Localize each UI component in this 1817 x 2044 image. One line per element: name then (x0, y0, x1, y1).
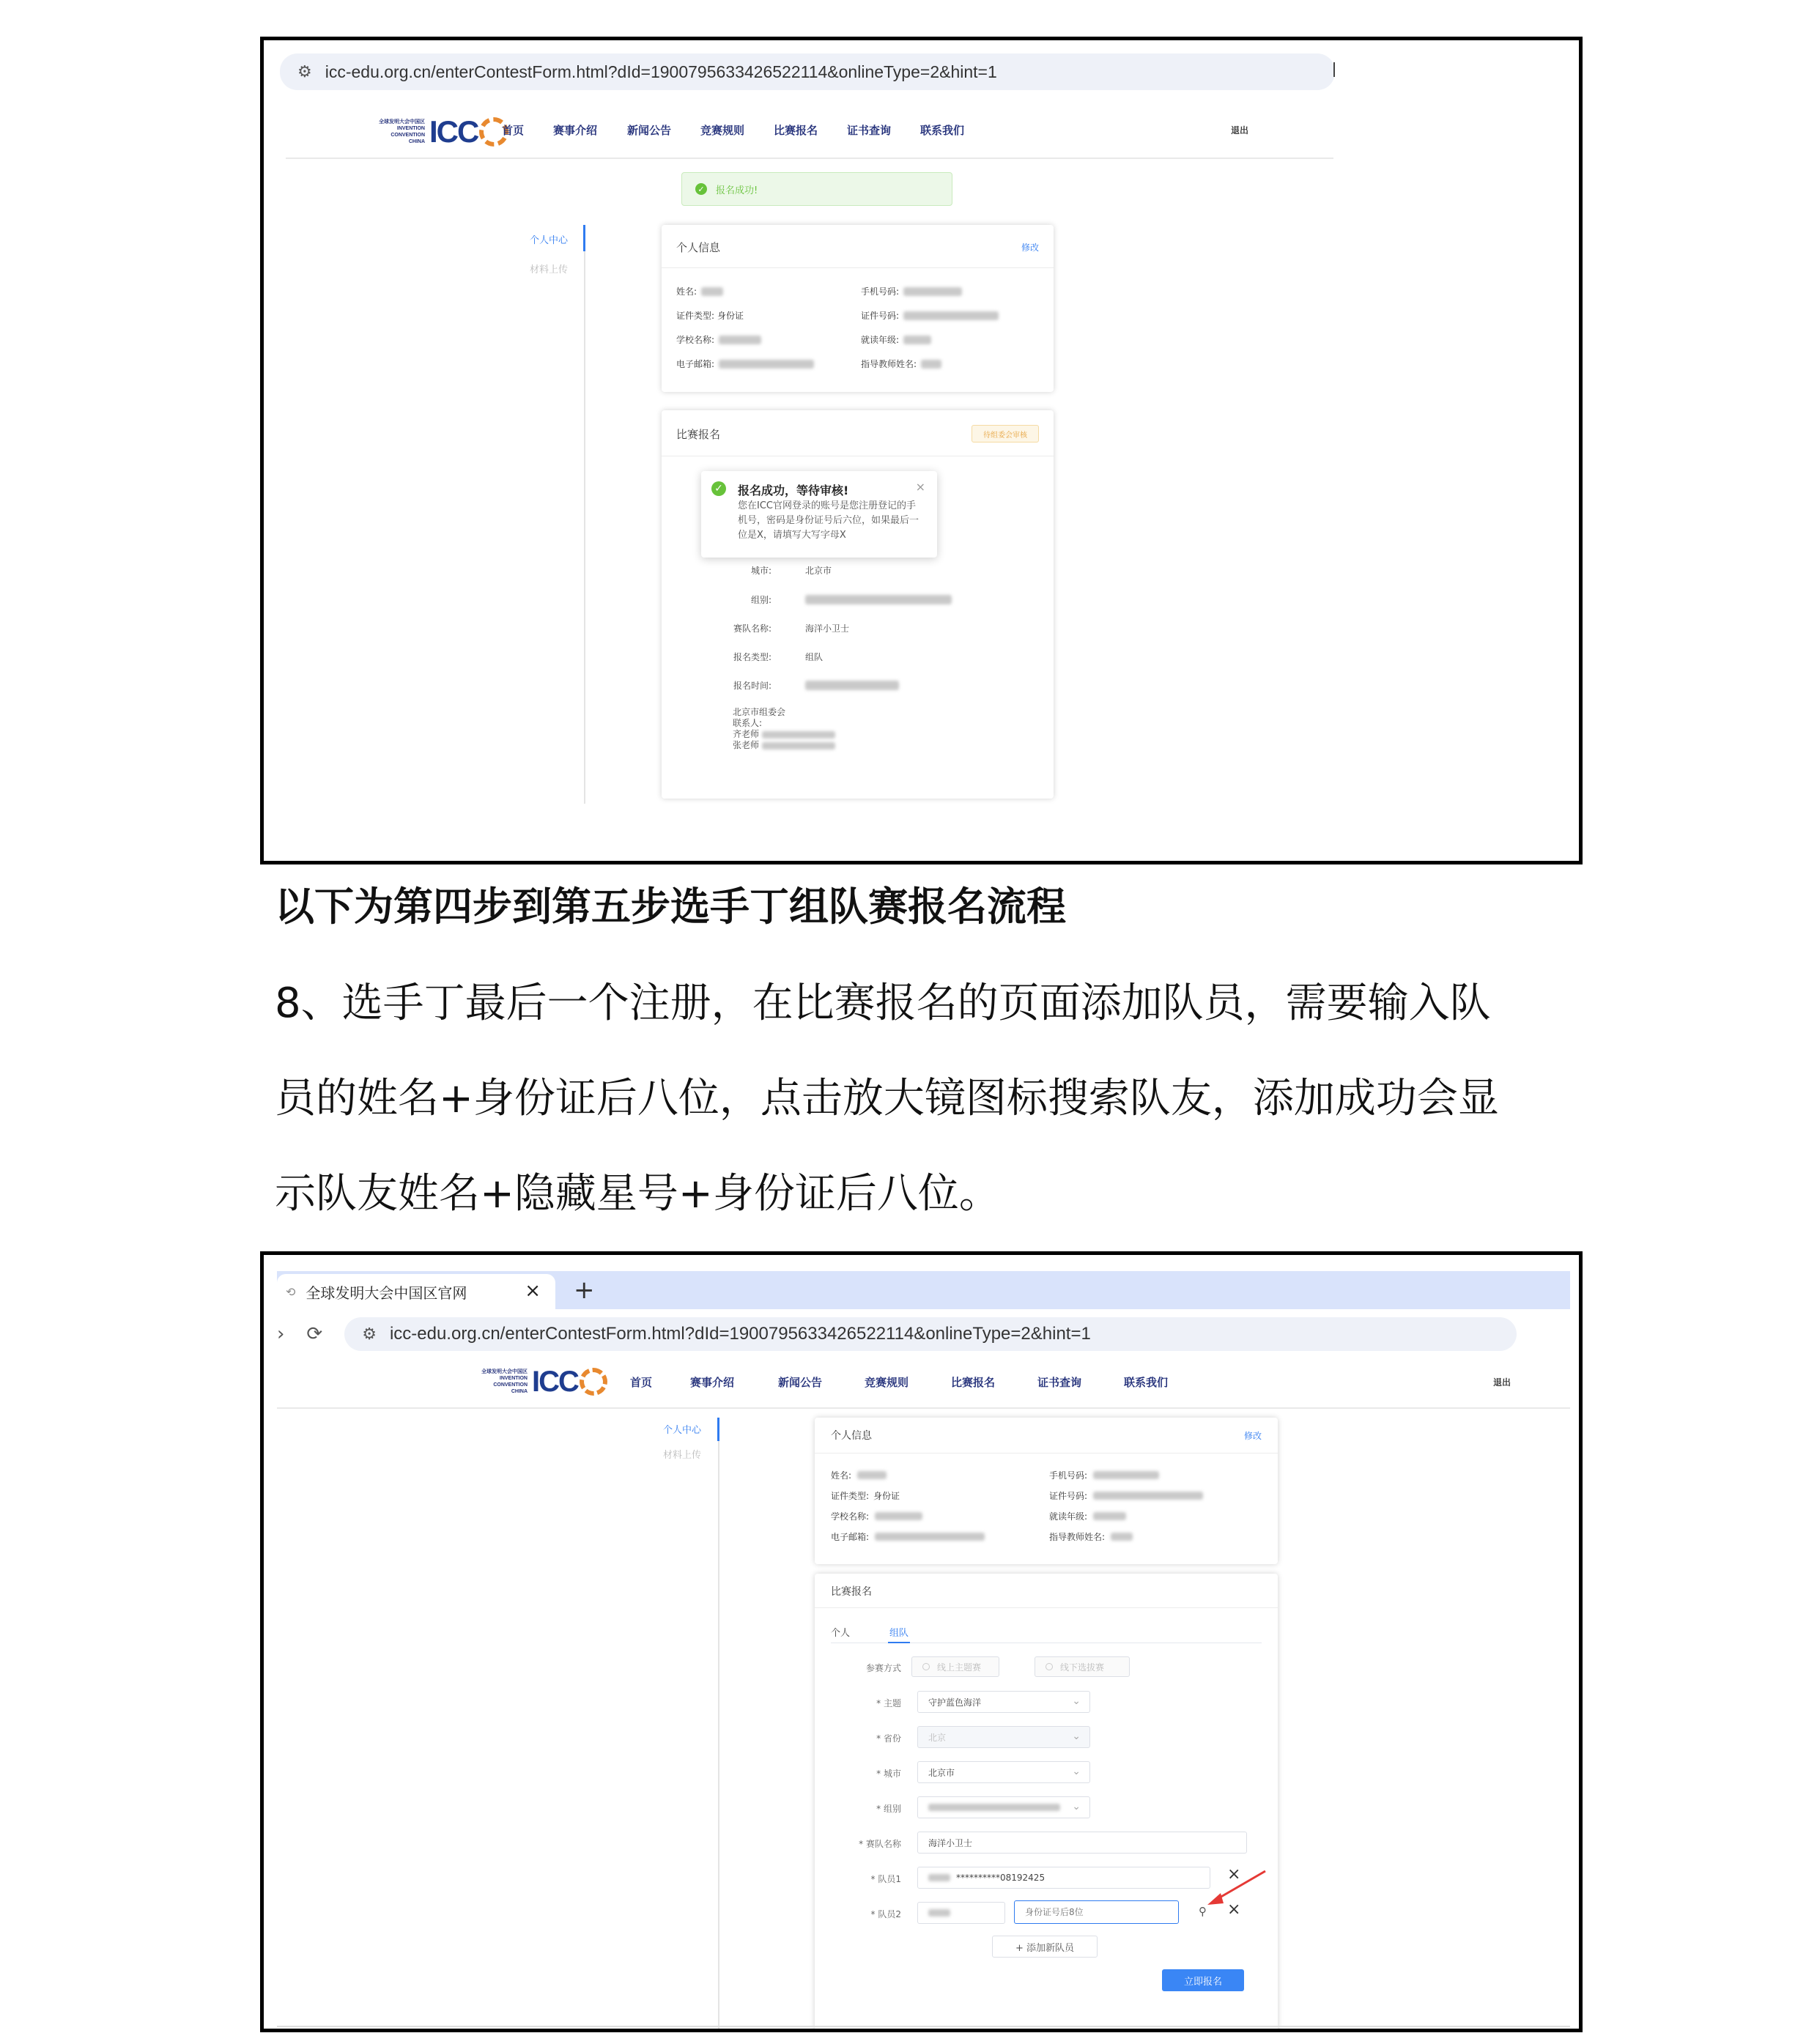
group-value (805, 593, 952, 607)
signup-time-value (805, 679, 899, 693)
personal-info-card (815, 1418, 1278, 1564)
screenshot-success (260, 37, 1583, 864)
menu-register[interactable]: 比赛报名 (774, 124, 818, 137)
logo-ring-icon (580, 1368, 607, 1396)
group-select[interactable] (917, 1796, 1090, 1818)
info-phone (861, 285, 962, 297)
menu-contact[interactable]: 联系我们 (920, 124, 965, 137)
notification-body: 您在ICC官网登录的账号是您注册登记的手机号，密码是身份证号后六位，如果最后一位是X，请填写大写字母X (738, 500, 919, 541)
success-alert-text: 报名成功! (716, 185, 758, 196)
redacted-value (805, 595, 952, 604)
redacted-value (1111, 1533, 1133, 1541)
info-value: 身份证 (873, 1491, 900, 1501)
tab-strip (277, 1271, 1570, 1309)
province-select[interactable] (917, 1726, 1090, 1748)
section-heading: 以下为第四步到第五步选手丁组队赛报名流程 (275, 884, 1066, 930)
city-label: 城市: (750, 566, 771, 576)
menu-rules[interactable]: 竞赛规则 (865, 1376, 909, 1389)
tab-individual[interactable]: 个人 (831, 1628, 851, 1639)
info-name (676, 285, 723, 297)
instruction-line-3: 示队友姓名+隐藏星号+身份证后八位。 (275, 1170, 1000, 1218)
info-label: 证件类型: (831, 1491, 870, 1501)
main-menu (630, 1374, 1210, 1390)
redacted-value (805, 681, 899, 690)
city-select[interactable] (917, 1761, 1090, 1783)
redacted-value (928, 1804, 1060, 1811)
contest-card (662, 410, 1054, 799)
redacted-value (903, 287, 962, 296)
redacted-value (928, 1874, 950, 1881)
redacted-value (701, 287, 723, 296)
info-teacher (861, 358, 941, 370)
edit-profile-link[interactable]: 修改 (1021, 242, 1039, 253)
menu-certificate[interactable]: 证书查询 (1037, 1376, 1082, 1389)
info-label: 就读年级: (861, 335, 900, 345)
info-value: 身份证 (717, 311, 744, 321)
site-settings-icon[interactable]: ⚙ (297, 62, 312, 81)
close-icon[interactable]: × (915, 480, 925, 494)
redacted-value (719, 336, 761, 344)
mode-online-label: 线上主题赛 (937, 1662, 982, 1673)
member1-id: **********08192425 (956, 1873, 1046, 1883)
sidebar-divider (718, 1418, 719, 2032)
tab-active-indicator (888, 1642, 910, 1643)
radio-icon (922, 1663, 930, 1670)
mode-online-option[interactable] (911, 1656, 999, 1677)
remove-member1-icon[interactable]: × (1227, 1865, 1241, 1884)
province-label: * 省份 (876, 1733, 901, 1744)
sidebar-active-indicator (583, 225, 585, 251)
redacted-value (762, 731, 835, 738)
review-status-badge: 待组委会审核 (972, 425, 1039, 443)
icc-logo[interactable] (374, 114, 508, 149)
instruction-line-2: 员的姓名+身份证后八位，点击放大镜图标搜索队友，添加成功会显 (275, 1075, 1499, 1122)
reload-icon[interactable]: ⟳ (306, 1323, 323, 1345)
info-school (676, 333, 761, 346)
contest-form-title: 比赛报名 (831, 1586, 872, 1598)
theme-label: * 主题 (876, 1698, 901, 1708)
info-label: 电子邮箱: (831, 1532, 870, 1542)
redacted-value (1093, 1471, 1159, 1479)
redacted-value (928, 1909, 950, 1917)
member2-label: * 队员2 (870, 1909, 901, 1919)
menu-news[interactable]: 新闻公告 (778, 1376, 823, 1389)
contact-committee: 北京市组委会 (733, 707, 786, 717)
url-text: icc-edu.org.cn/enterContestForm.html?dId=1900795633426522114&onlineType=2&hint=1 (325, 62, 997, 81)
address-bar[interactable] (280, 53, 1335, 90)
success-check-icon: ✓ (695, 183, 707, 195)
menu-home[interactable]: 首页 (630, 1376, 653, 1389)
sidebar-divider (584, 225, 585, 804)
redacted-value (1093, 1512, 1126, 1520)
success-notification (701, 471, 937, 558)
contact-block (733, 707, 835, 751)
remove-member2-icon[interactable]: × (1227, 1900, 1241, 1919)
info-email (676, 358, 814, 370)
forward-icon[interactable]: › (277, 1323, 285, 1345)
info-label: 手机号码: (1049, 1470, 1088, 1481)
province-value: 北京 (928, 1732, 947, 1743)
menu-intro[interactable]: 赛事介绍 (553, 124, 598, 137)
address-bar[interactable] (344, 1317, 1517, 1351)
team-name-value: 海洋小卫士 (805, 623, 850, 634)
info-label: 手机号码: (861, 286, 900, 297)
info-label: 姓名: (831, 1470, 852, 1481)
menu-register[interactable]: 比赛报名 (951, 1376, 996, 1389)
redacted-value (1093, 1492, 1203, 1500)
info-label: 证件类型: (676, 311, 715, 321)
close-tab-icon[interactable]: × (525, 1280, 541, 1302)
member1-field[interactable] (917, 1867, 1210, 1889)
info-label: 姓名: (676, 286, 697, 297)
info-grade (861, 333, 931, 346)
header-divider (277, 1407, 1570, 1409)
group-label: * 组别 (876, 1804, 901, 1814)
redacted-value (875, 1512, 922, 1520)
contact-name: 张老师 (733, 740, 760, 750)
site-settings-icon[interactable]: ⚙ (362, 1325, 377, 1344)
chevron-down-icon: ⌄ (1072, 1695, 1081, 1707)
logout-link[interactable]: 退出 (1493, 1377, 1511, 1388)
logo-subtext: 全球发明大会中国区 INVENTION CONVENTION CHINA (481, 1369, 528, 1394)
info-school (831, 1510, 922, 1522)
logo-subtext: 全球发明大会中国区 INVENTION CONVENTION CHINA (379, 119, 425, 144)
menu-contact[interactable]: 联系我们 (1124, 1376, 1169, 1389)
redacted-value (857, 1471, 887, 1479)
scrollbar[interactable] (1333, 62, 1335, 77)
site-header (476, 1361, 629, 1402)
info-label: 学校名称: (831, 1511, 870, 1522)
tab-title: 全球发明大会中国区官网 (306, 1284, 467, 1302)
menu-intro[interactable]: 赛事介绍 (690, 1376, 735, 1389)
sidebar-active-indicator (717, 1418, 719, 1441)
contact-label: 联系人: (733, 718, 763, 728)
contact-row (733, 740, 835, 751)
card-divider (815, 1453, 1278, 1454)
card-divider (662, 267, 1054, 268)
info-label: 指导教师姓名: (1049, 1532, 1106, 1542)
redacted-value (875, 1533, 985, 1541)
logout-link[interactable]: 退出 (1231, 125, 1249, 136)
member2-name-input[interactable] (917, 1902, 1005, 1924)
member1-label: * 队员1 (870, 1874, 901, 1884)
browser-tab[interactable] (277, 1274, 555, 1309)
theme-value: 守护蓝色海洋 (928, 1697, 982, 1708)
city-label: * 城市 (876, 1769, 901, 1779)
icc-logo[interactable] (476, 1366, 607, 1399)
main-menu (502, 122, 993, 138)
redacted-value (762, 742, 835, 749)
search-icon[interactable]: ⚲ (1199, 1905, 1207, 1918)
card-divider (815, 1607, 1278, 1608)
info-phone (1049, 1469, 1159, 1481)
mode-label: 参赛方式 (865, 1663, 901, 1673)
info-label: 指导教师姓名: (861, 359, 917, 369)
instruction-line-1: 8、选手丁最后一个注册，在比赛报名的页面添加队员，需要输入队 (275, 980, 1491, 1027)
menu-home[interactable]: 首页 (502, 124, 525, 137)
contact-row (733, 729, 835, 740)
mode-offline-option[interactable] (1035, 1656, 1130, 1677)
chevron-down-icon: ⌄ (1072, 1730, 1081, 1742)
redacted-value (903, 336, 931, 344)
favicon-icon: ⟲ (286, 1284, 296, 1299)
team-name-label: 赛队名称: (733, 623, 771, 634)
menu-rules[interactable]: 竞赛规则 (700, 124, 745, 137)
sidebar-item-upload[interactable]: 材料上传 (663, 1450, 702, 1461)
url-text: icc-edu.org.cn/enterContestForm.html?dId=1900795633426522114&onlineType=2&hint=1 (389, 1324, 1091, 1344)
info-teacher (1049, 1530, 1133, 1543)
logo-text: ICC (429, 114, 478, 149)
city-value: 北京市 (805, 566, 832, 576)
signup-time-label: 报名时间: (733, 681, 771, 691)
menu-certificate[interactable]: 证书查询 (847, 124, 892, 137)
screenshot-team-form (260, 1251, 1583, 2032)
chevron-down-icon: ⌄ (1072, 1801, 1081, 1812)
contact-name: 齐老师 (733, 729, 760, 739)
success-alert (681, 172, 952, 206)
add-member-button[interactable]: + 添加新队员 (992, 1936, 1098, 1958)
sidebar-item-profile[interactable]: 个人中心 (663, 1425, 702, 1436)
personal-info-card (662, 225, 1054, 392)
sidebar-item-upload[interactable]: 材料上传 (530, 264, 569, 275)
browser-toolbar (277, 1312, 1570, 1356)
new-tab-icon[interactable]: + (574, 1275, 595, 1305)
info-label: 电子邮箱: (676, 359, 715, 369)
signup-type-label: 报名类型: (733, 652, 771, 662)
header-divider (286, 158, 1333, 159)
info-label: 证件号码: (1049, 1491, 1088, 1501)
info-id-number (1049, 1489, 1203, 1502)
team-name-value: 海洋小卫士 (928, 1837, 973, 1848)
logo-text: ICC (532, 1365, 578, 1398)
signup-type-value: 组队 (805, 652, 824, 662)
info-id-number (861, 309, 999, 322)
theme-select[interactable] (917, 1691, 1090, 1713)
info-label: 证件号码: (861, 311, 900, 321)
notification-title: 报名成功，等待审核! (738, 484, 849, 497)
submit-button[interactable]: 立即报名 (1162, 1969, 1244, 1991)
personal-info-title: 个人信息 (676, 241, 721, 254)
page-bottom-divider (277, 2026, 1570, 2027)
personal-info-title: 个人信息 (831, 1430, 872, 1442)
radio-icon (1046, 1663, 1053, 1670)
info-grade (1049, 1510, 1126, 1522)
team-name-label: * 赛队名称 (859, 1839, 901, 1849)
info-label: 学校名称: (676, 335, 715, 345)
member2-id-input[interactable] (1014, 1900, 1179, 1924)
info-id-type (676, 309, 744, 322)
info-id-type (831, 1489, 900, 1502)
team-name-input[interactable] (917, 1832, 1247, 1854)
info-label: 就读年级: (1049, 1511, 1088, 1522)
info-email (831, 1530, 985, 1543)
mode-offline-label: 线下选拔赛 (1060, 1662, 1105, 1673)
redacted-value (719, 360, 814, 369)
tab-team[interactable]: 组队 (889, 1628, 909, 1639)
city-value: 北京市 (928, 1767, 955, 1778)
red-arrow-annotation (1203, 1867, 1269, 1911)
chevron-down-icon: ⌄ (1072, 1766, 1081, 1777)
notification-check-icon: ✓ (711, 481, 726, 496)
sidebar-item-profile[interactable]: 个人中心 (530, 235, 569, 246)
contest-form-card (815, 1574, 1278, 2032)
redacted-value (921, 360, 941, 369)
edit-profile-link[interactable]: 修改 (1243, 1431, 1262, 1441)
redacted-value (903, 311, 999, 320)
info-name (831, 1469, 887, 1481)
menu-news[interactable]: 新闻公告 (627, 124, 672, 137)
group-label: 组别: (750, 595, 771, 605)
contest-card-title: 比赛报名 (676, 428, 721, 441)
